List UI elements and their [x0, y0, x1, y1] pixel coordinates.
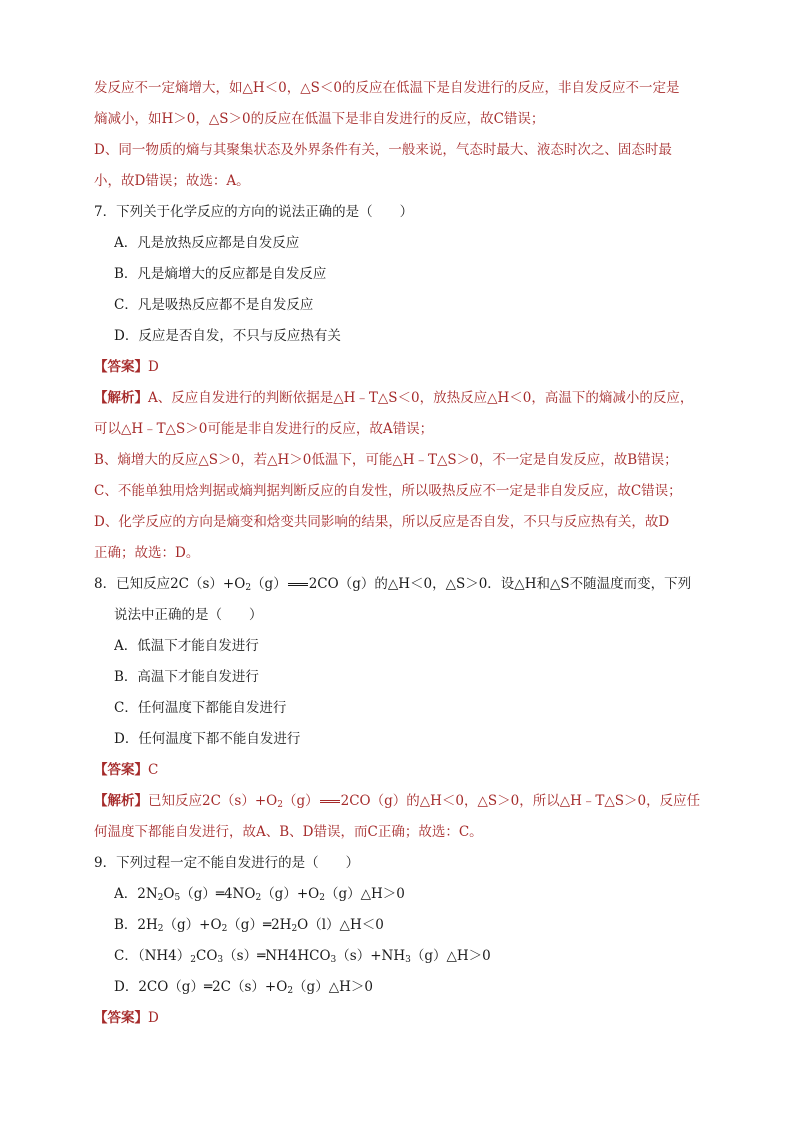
option-d: D．反应是否自发，不只与反应热有关 [114, 328, 341, 344]
answer-value: C [148, 762, 159, 778]
question-7-stem: 7．下列关于化学反应的方向的说法正确的是（ ） [94, 204, 414, 220]
text-line: D、同一物质的熵与其聚集状态及外界条件有关，一般来说，气态时最大、液态时次之、固态时最 [94, 142, 672, 158]
option-d: D．任何温度下都不能自发进行 [114, 731, 301, 747]
analysis-line: 可以△H﹣T△S＞0可能是非自发进行的反应，故A错误； [94, 421, 434, 437]
question-8-stem-cont: 说法中正确的是（ ） [114, 607, 263, 623]
option-c: C．$(NH4)_2CO_3(s)═NH4HCO_3(s)+NH_3(g)\triangle H>0$ [114, 948, 491, 965]
answer-label: 【答案】 [94, 359, 148, 375]
answer-label: 【答案】 [94, 1010, 148, 1026]
option-a: A．$2N_2O_5(g)═4NO_2(g)+O_2(g)\triangle H>0$ [114, 886, 405, 903]
option-c: C．凡是吸热反应都不是自发反应 [114, 297, 314, 313]
analysis-line: 【解析】已知反应$2C(s)+O_2(g)$ 2CO（g）的△H＜0，△S＞0，所以△H﹣T△S＞0，反应任 [94, 793, 701, 810]
analysis-line: 何温度下都能自发进行，故A、B、D错误，而C正确；故选：C。 [94, 824, 483, 840]
option-a: A．凡是放热反应都是自发反应 [114, 235, 300, 251]
analysis-label: 【解析】 [94, 793, 148, 809]
equals-sign [320, 800, 340, 803]
text-line: 发反应不一定熵增大，如△H＜0，△S＜0的反应在低温下是自发进行的反应，非自发反应不一定是 [94, 80, 680, 96]
option-d: D．$2CO(g)═2C(s)+O_2(g)\triangle H>0$ [114, 979, 373, 996]
answer-value: D [148, 1010, 159, 1026]
question-9-stem: 9．下列过程一定不能自发进行的是（ ） [94, 855, 360, 871]
question-8-stem: 8．已知反应$2C(s)+O_2(g)$ 2CO（g）的△H＜0，△S＞0．设△H和△S不随温度而变，下列 [94, 576, 692, 593]
answer-label: 【答案】 [94, 762, 148, 778]
text-line: 熵减小，如H＞0，△S＞0的反应在低温下是非自发进行的反应，故C错误； [94, 111, 545, 127]
answer-value: D [148, 359, 159, 375]
option-a: A．低温下才能自发进行 [114, 638, 259, 654]
equals-sign [288, 583, 308, 586]
option-c: C．任何温度下都能自发进行 [114, 700, 287, 716]
text-line: 小，故D错误；故选：A。 [94, 173, 250, 189]
analysis-label: 【解析】 [94, 390, 148, 406]
option-b: B．高温下才能自发进行 [114, 669, 259, 685]
option-b: B．凡是熵增大的反应都是自发反应 [114, 266, 327, 282]
answer-line [94, 1006, 714, 1030]
analysis-line: C、不能单独用焓判据或熵判据判断反应的自发性，所以吸热反应不一定是非自发反应，故C错误； [94, 483, 682, 499]
answer-line [94, 758, 714, 782]
option-b: B．$2H_2(g)+O_2(g)═2H_2O(l)\triangle H<0$ [114, 917, 384, 934]
analysis-line: 【解析】A、反应自发进行的判断依据是△H﹣T△S＜0，放热反应△H＜0，高温下的熵减小的反应， [94, 390, 694, 406]
analysis-line: B、熵增大的反应△S＞0，若△H＞0低温下，可能△H﹣T△S＞0，不一定是自发反应，故B错误； [94, 452, 678, 468]
answer-line [94, 355, 714, 379]
analysis-line: D、化学反应的方向是熵变和焓变共同影响的结果，所以反应是否自发，不只与反应热有关，故D [94, 514, 670, 530]
analysis-line: 正确；故选：D。 [94, 545, 200, 561]
